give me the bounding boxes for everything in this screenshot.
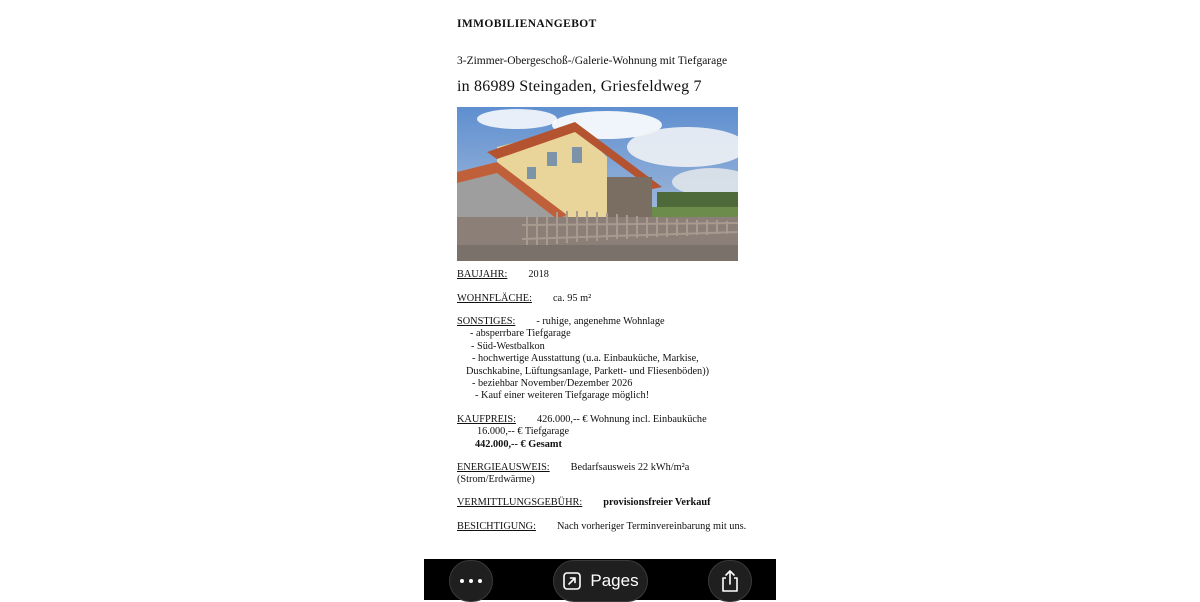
sonstiges-item: - hochwertige Ausstattung (u.a. Einbauküche, Markise, xyxy=(472,353,699,365)
more-button[interactable] xyxy=(449,560,493,602)
energieausweis-block xyxy=(457,462,689,487)
baujahr-row xyxy=(457,269,549,281)
sonstiges-item: - beziehbar November/Dezember 2026 xyxy=(472,378,633,390)
pages-label: Pages xyxy=(590,571,639,590)
sonstiges-item: - Süd-Westbalkon xyxy=(471,340,545,352)
besichtigung-label: BESICHTIGUNG: xyxy=(457,521,536,532)
sonstiges-label: SONSTIGES: xyxy=(457,316,516,327)
vermittlung-value: provisionsfreier Verkauf xyxy=(603,497,711,508)
sonstiges-item: - absperrbare Tiefgarage xyxy=(470,328,571,340)
wohnflaeche-row xyxy=(457,293,591,305)
sonstiges-item: Duschkabine, Lüftungsanlage, Parkett- und Fliesenböden)) xyxy=(466,365,710,377)
bottom-toolbar xyxy=(424,559,776,600)
energieausweis-value: Bedarfsausweis 22 kWh/m²a xyxy=(570,462,690,473)
property-address: in 86989 Steingaden, Griesfeldweg 7 xyxy=(457,78,702,95)
pages-icon xyxy=(562,571,582,591)
baujahr-label: BAUJAHR: xyxy=(457,269,508,280)
wohnflaeche-value: ca. 95 m² xyxy=(552,293,592,304)
kaufpreis-block xyxy=(457,414,707,451)
pages-button[interactable] xyxy=(553,560,648,602)
kaufpreis-line1: 426.000,-- € Wohnung incl. Einbauküche xyxy=(536,414,707,425)
kaufpreis-total: 442.000,-- € Gesamt xyxy=(475,438,562,450)
wohnflaeche-label: WOHNFLÄCHE: xyxy=(457,293,532,304)
kaufpreis-line2: 16.000,-- € Tiefgarage xyxy=(477,426,570,438)
besichtigung-row xyxy=(457,521,746,533)
document-subtitle: 3-Zimmer-Obergeschoß-/Galerie-Wohnung mit Tiefgarage xyxy=(457,55,728,67)
kaufpreis-label: KAUFPREIS: xyxy=(457,414,516,425)
house-photo xyxy=(457,107,738,261)
sonstiges-block xyxy=(457,316,709,403)
sonstiges-item: - Kauf einer weiteren Tiefgarage möglich! xyxy=(475,390,650,402)
more-icon xyxy=(458,579,485,583)
vermittlung-row xyxy=(457,497,711,509)
baujahr-value: 2018 xyxy=(528,269,549,280)
energieausweis-value2: (Strom/Erdwärme) xyxy=(457,474,535,486)
energieausweis-label: ENERGIEAUSWEIS: xyxy=(457,462,550,473)
vermittlung-label: VERMITTLUNGSGEBÜHR: xyxy=(457,497,583,508)
besichtigung-value: Nach vorheriger Terminvereinbarung mit uns. xyxy=(556,521,747,532)
share-button[interactable] xyxy=(708,560,752,602)
share-icon xyxy=(720,569,740,593)
document-title: IMMOBILIENANGEBOT xyxy=(457,18,597,30)
sonstiges-item: - ruhige, angenehme Wohnlage xyxy=(536,316,665,327)
